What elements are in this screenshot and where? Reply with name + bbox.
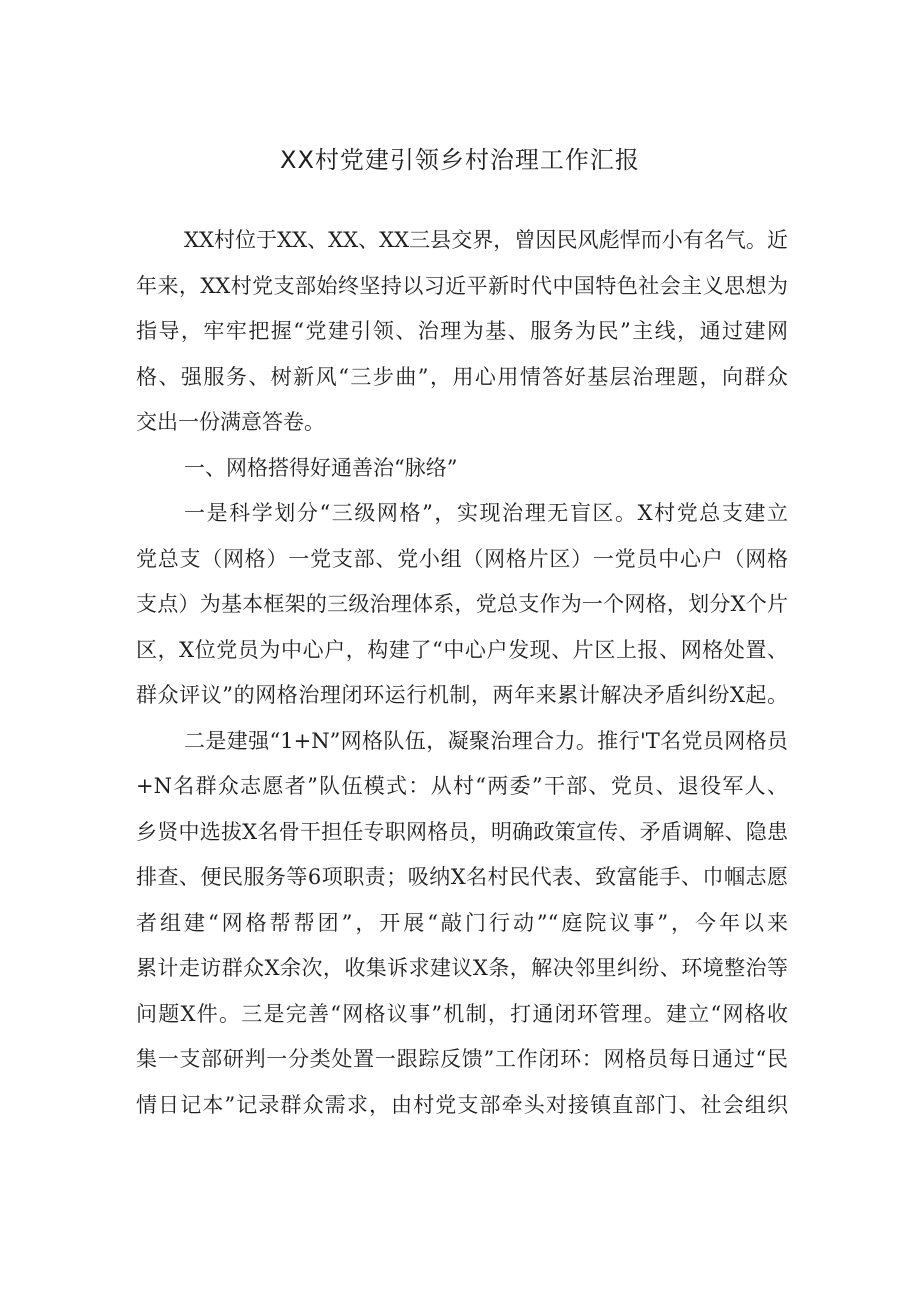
- body-line: 问题X件。三是完善“网格议事”机制，打通闭环管理。建立“网格收: [136, 1001, 788, 1026]
- body-line: 者组建“网格帮帮团”，开展“敲门行动”“庭院议事”，今年以来: [136, 910, 788, 935]
- body-line: 交出一份满意答卷。: [136, 410, 325, 434]
- section-heading: 一、网格搭得好通善治“脉络”: [184, 455, 458, 480]
- body-line: 群众评议”的网格治理闭环运行机制，两年来累计解决矛盾纠纷X起。: [136, 683, 788, 707]
- body-line: 乡贤中选拔X名骨干担任专职网格员，明确政策宣传、矛盾调解、隐患: [136, 819, 788, 844]
- body-line: 区，X位党员为中心户，构建了“中心户发现、片区上报、网格处置、: [136, 637, 788, 662]
- document-title: XX村党建引领乡村治理工作汇报: [280, 146, 640, 174]
- body-line: +N名群众志愿者”队伍模式：从村“两委”干部、党员、退役军人、: [136, 774, 788, 798]
- document-body: [136, 218, 788, 1128]
- body-line: 二是建强“1+N”网格队伍，凝聚治理合力。推行'T名党员网格员: [184, 728, 788, 753]
- body-line: 年来，XX村党支部始终坚持以习近平新时代中国特色社会主义思想为: [136, 273, 788, 298]
- body-line: 累计走访群众X余次，收集诉求建议X条，解决邻里纠纷、环境整治等: [136, 956, 788, 980]
- body-line: 集一支部研判一分类处置一跟踪反馈”工作闭环：网格员每日通过“民: [136, 1047, 788, 1071]
- body-line: 格、强服务、树新风“三步曲”，用心用情答好基层治理题，向群众: [136, 364, 788, 389]
- body-line: 排查、便民服务等6项职责；吸纳X名村民代表、致富能手、巾帼志愿: [136, 865, 788, 889]
- body-line: 指导，牢牢把握“党建引领、治理为基、服务为民”主线，通过建网: [136, 319, 788, 343]
- body-line: 支点）为基本框架的三级治理体系，党总支作为一个网格，划分X个片: [136, 592, 788, 616]
- body-line: 情日记本”记录群众需求，由村党支部牵头对接镇直部门、社会组织: [136, 1092, 788, 1117]
- body-line: 一是科学划分“三级网格”，实现治理无盲区。X村党总支建立: [184, 501, 788, 525]
- body-line: 党总支（网格）一党支部、党小组（网格片区）一党员中心户（网格: [136, 546, 788, 571]
- body-line: XX村位于XX、XX、XX三县交界，曾因民风彪悍而小有名气。近: [184, 228, 788, 252]
